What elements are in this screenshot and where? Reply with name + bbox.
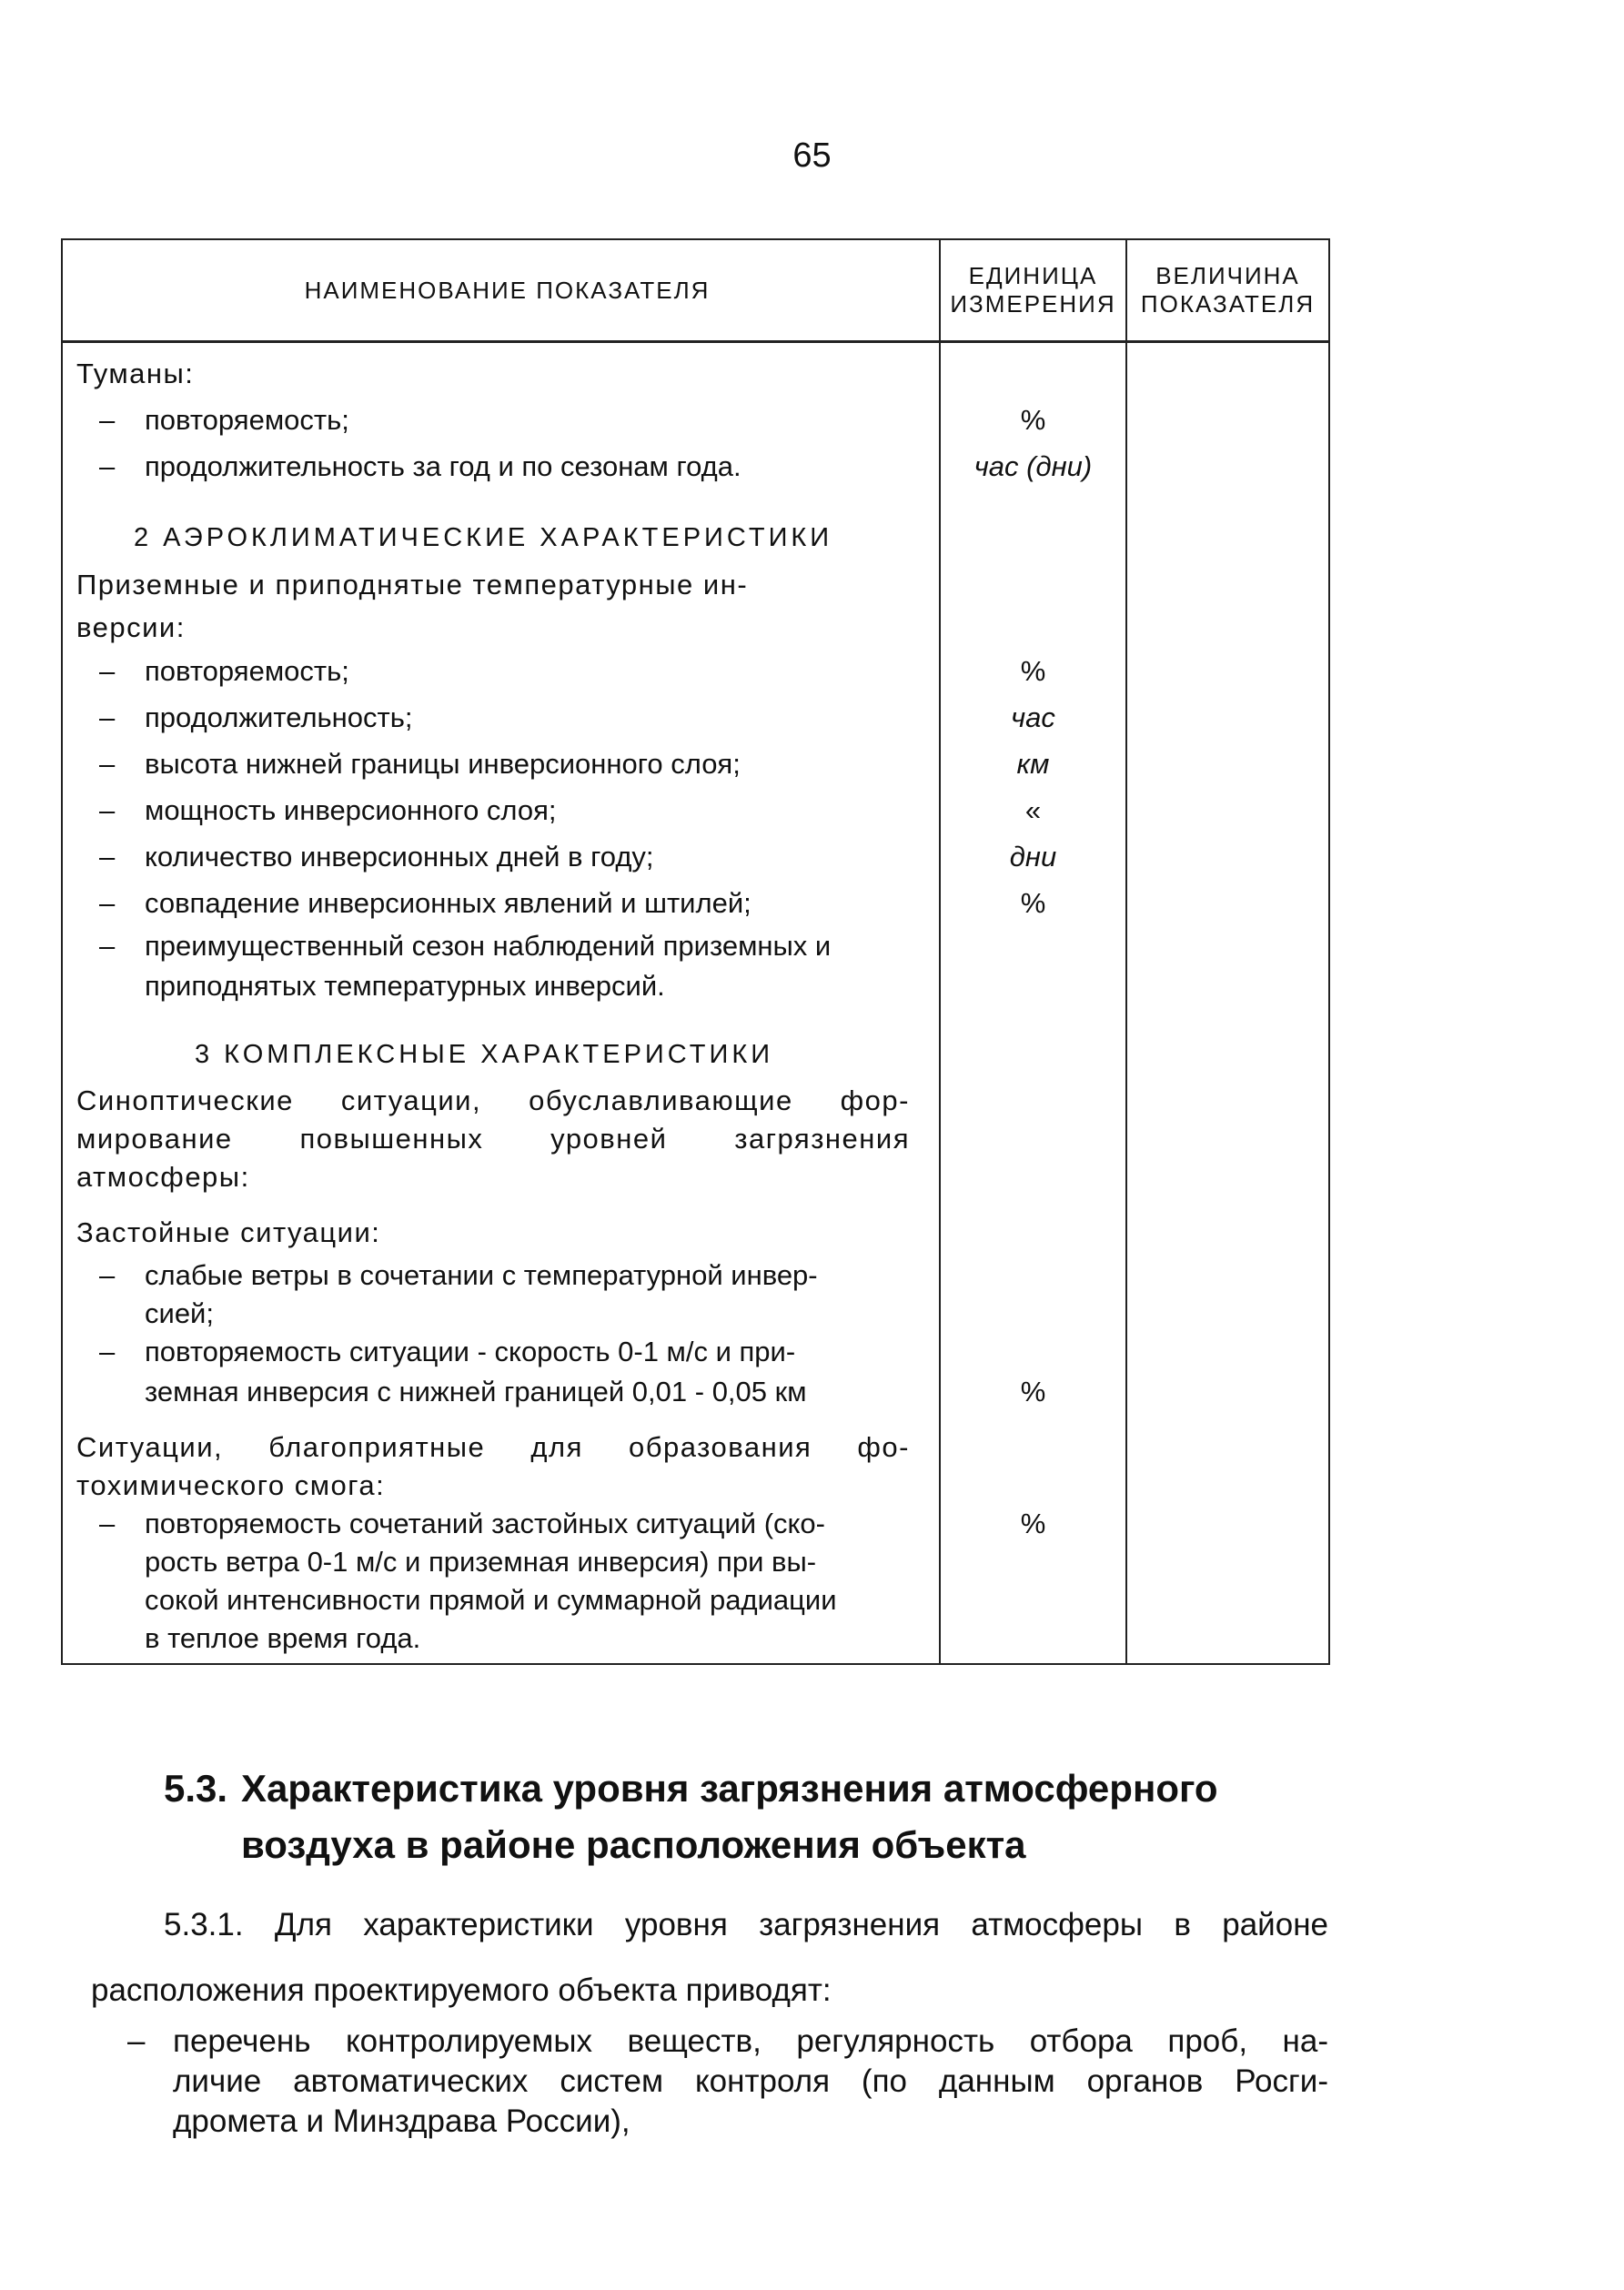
smog-1: Ситуации, благоприятные для образования фо-: [76, 1431, 910, 1463]
header-unit: [940, 239, 1126, 342]
fog-duration: продолжительность за год и по сезонам года.: [145, 449, 741, 482]
values-cell: [1126, 342, 1329, 1665]
list-item: – повторяемость;: [99, 403, 349, 436]
inversions-title-2: версии:: [76, 611, 186, 643]
section-2-title: 2 АЭРОКЛИМАТИЧЕСКИЕ ХАРАКТЕРИСТИКИ: [134, 523, 833, 552]
inv-calm: совпадение инверсионных явлений и штилей;: [145, 886, 751, 919]
list-item: – повторяемость;: [99, 654, 349, 687]
table-body-row: [62, 342, 1329, 1665]
section-title-1: Характеристика уровня загрязнения атмосферного: [241, 1767, 1218, 1810]
header-unit-line2: ИЗМЕРЕНИЯ: [950, 290, 1116, 318]
unit-smog-rep: %: [1020, 1508, 1046, 1539]
unit-inv-calm: %: [1020, 886, 1046, 919]
header-value: [1126, 239, 1329, 342]
stag-rep-1: повторяемость ситуации - скорость 0-1 м/с и при-: [145, 1336, 796, 1367]
list-item: – слабые ветры в сочетании с температурной инвер-: [99, 1259, 818, 1291]
inv-duration: продолжительность;: [145, 701, 413, 733]
page-number: 65: [792, 136, 832, 175]
unit-stag-rep: %: [1020, 1376, 1046, 1407]
list-item: – высота нижней границы инверсионного слоя;: [99, 747, 741, 780]
synoptic-2: мирование повышенных уровней загрязнения: [76, 1123, 910, 1155]
list-item: – повторяемость ситуации - скорость 0-1 м/с и при-: [99, 1336, 796, 1367]
unit-inv-duration: час: [1011, 701, 1055, 733]
units-cell: [940, 342, 1126, 1665]
unit-fog-duration: час (дни): [973, 449, 1093, 482]
inv-height: высота нижней границы инверсионного слоя;: [145, 747, 741, 780]
inv-season-1: преимущественный сезон наблюдений приземных и: [145, 930, 832, 962]
list-item: – преимущественный сезон наблюдений приземных и: [99, 930, 832, 962]
fog-freq: повторяемость;: [145, 403, 349, 436]
smog-rep-4: в теплое время года.: [145, 1622, 421, 1654]
smog-block: [63, 1428, 939, 1505]
list-item: – продолжительность;: [99, 701, 413, 733]
list-dash: –: [127, 2023, 146, 2059]
inversions-title-1: Приземные и приподнятые температурные ин-: [76, 568, 749, 600]
section-number: 5.3.: [164, 1767, 228, 1810]
list-item: – мощность инверсионного слоя;: [99, 793, 557, 826]
list-item: – количество инверсионных дней в году;: [99, 840, 654, 873]
names-cell: [62, 342, 940, 1665]
stag-weak-1: слабые ветры в сочетании с температурной инвер-: [145, 1259, 818, 1291]
inv-power: мощность инверсионного слоя;: [145, 793, 557, 826]
header-unit-line1: ЕДИНИЦА: [968, 262, 1098, 289]
smog-rep-2: рость ветра 0-1 м/с и приземная инверсия) при вы-: [145, 1546, 817, 1578]
paragraph-5-3-1: [91, 1892, 1328, 2023]
indicators-table: [61, 238, 1330, 1665]
list-item: – совпадение инверсионных явлений и штилей;: [99, 886, 751, 919]
smog-rep-1: повторяемость сочетаний застойных ситуаций (ско-: [145, 1508, 825, 1539]
list-item: – повторяемость сочетаний застойных ситуаций (ско-: [99, 1508, 825, 1539]
paragraph-line-1: 5.3.1. Для характеристики уровня загрязнения атмосферы в районе: [164, 1907, 1328, 1942]
unit-inv-height: км: [1016, 747, 1050, 780]
smog-2: тохимического смога:: [76, 1469, 386, 1501]
synoptic-block: [63, 1082, 939, 1196]
list-item: – продолжительность за год и по сезонам года.: [99, 449, 741, 482]
list-item: [127, 2022, 1328, 2142]
list-line-1: перечень контролируемых веществ, регулярность отбора проб, на-: [173, 2023, 1328, 2059]
unit-inv-freq: %: [1020, 654, 1046, 687]
fog-title: Туманы:: [76, 357, 195, 389]
list-line-2: личие автоматических систем контроля (по данным органов Росги-: [173, 2063, 1328, 2099]
unit-inv-power: «: [1024, 793, 1042, 826]
section-3-title: 3 КОМПЛЕКСНЫЕ ХАРАКТЕРИСТИКИ: [195, 1040, 774, 1069]
inv-freq: повторяемость;: [145, 654, 349, 687]
section-5-3-heading: [164, 1760, 1337, 1873]
section-title-2: воздуха в районе расположения объекта: [241, 1823, 1026, 1866]
paragraph-line-2: расположения проектируемого объекта приводят:: [91, 1972, 832, 2008]
header-value-line2: ПОКАЗАТЕЛЯ: [1140, 290, 1316, 318]
header-value-line1: ВЕЛИЧИНА: [1155, 262, 1300, 289]
table-header-row: [62, 239, 1329, 342]
synoptic-1: Синоптические ситуации, обуславливающие фор-: [76, 1084, 910, 1116]
list-line-3: дромета и Минздрава России),: [173, 2103, 630, 2139]
inv-season-2: приподнятых температурных инверсий.: [145, 970, 665, 1002]
unit-inv-days: дни: [1009, 840, 1057, 873]
stag-rep-2: земная инверсия с нижней границей 0,01 - 0,05 км: [145, 1376, 807, 1407]
header-name: НАИМЕНОВАНИЕ ПОКАЗАТЕЛЯ: [62, 239, 940, 342]
stagnant-title: Застойные ситуации:: [76, 1216, 381, 1248]
stag-weak-2: сией;: [145, 1297, 214, 1329]
inv-days: количество инверсионных дней в году;: [145, 840, 654, 873]
unit-fog-freq: %: [1020, 403, 1046, 436]
smog-rep-3: сокой интенсивности прямой и суммарной радиации: [145, 1584, 837, 1616]
synoptic-3: атмосферы:: [76, 1161, 250, 1193]
